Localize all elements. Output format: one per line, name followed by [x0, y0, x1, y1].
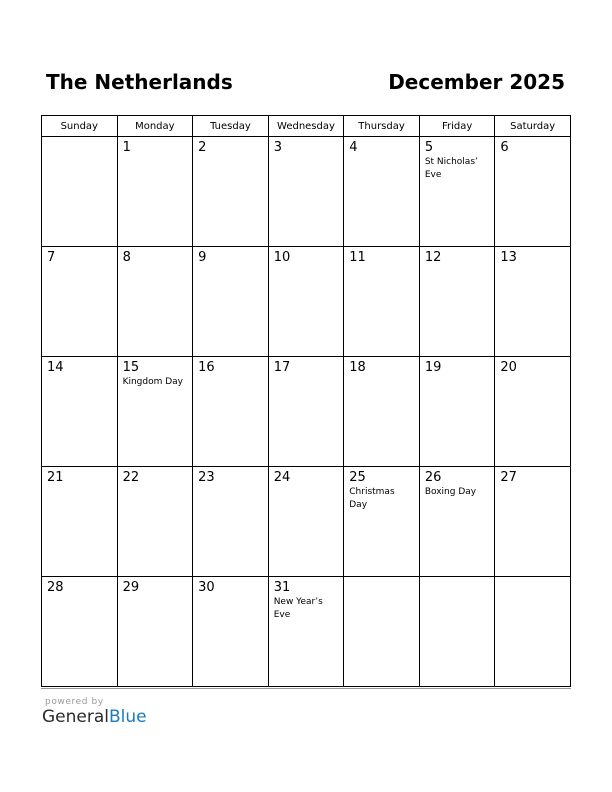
- day-cell: [344, 137, 420, 247]
- day-cell: [495, 137, 571, 247]
- footer-divider: [41, 688, 571, 689]
- day-cell: [268, 137, 344, 247]
- day-cell: [117, 247, 193, 357]
- day-cell: [193, 247, 269, 357]
- day-cell: [419, 357, 495, 467]
- day-number: 16: [198, 360, 215, 375]
- holiday-label: Kingdom Day: [122, 377, 184, 387]
- day-number: 10: [273, 250, 291, 265]
- day-number: 5: [424, 140, 434, 155]
- day-number: 28: [47, 580, 64, 595]
- day-cell: [495, 577, 571, 687]
- day-number: 18: [349, 360, 366, 375]
- day-cell: [419, 577, 495, 687]
- day-number: 2: [198, 140, 207, 155]
- day-cell: [193, 137, 269, 247]
- day-cell: [268, 247, 344, 357]
- day-number: 1: [122, 140, 131, 155]
- week-row: [42, 577, 571, 687]
- day-number: 12: [424, 250, 442, 265]
- day-cell: [344, 247, 420, 357]
- weekday-saturday: Saturday: [495, 116, 571, 137]
- day-cell: [42, 137, 118, 247]
- weekday-wednesday: Wednesday: [268, 116, 344, 137]
- day-number: 15: [122, 360, 140, 375]
- day-cell: [268, 577, 344, 687]
- weekday-friday: Friday: [419, 116, 495, 137]
- day-cell: [268, 467, 344, 577]
- day-cell: [344, 577, 420, 687]
- day-number: 20: [500, 360, 517, 375]
- day-cell: [344, 467, 420, 577]
- day-number: 31: [273, 580, 291, 595]
- day-cell: [193, 577, 269, 687]
- week-row: [42, 247, 571, 357]
- day-number: 24: [273, 470, 291, 485]
- day-number: 13: [500, 250, 517, 265]
- generalblue-logo: [42, 707, 147, 727]
- powered-by-text: powered by: [45, 697, 104, 707]
- day-cell: [419, 247, 495, 357]
- day-cell: [193, 357, 269, 467]
- day-number: 17: [273, 360, 291, 375]
- logo-general-text: General: [42, 707, 109, 727]
- day-cell: [495, 247, 571, 357]
- day-cell: [268, 357, 344, 467]
- week-row: [42, 137, 571, 247]
- day-cell: [42, 247, 118, 357]
- day-cell: [419, 467, 495, 577]
- day-number: 19: [424, 360, 442, 375]
- day-number: 6: [500, 140, 509, 155]
- day-cell: [419, 137, 495, 247]
- calendar-grid: [41, 115, 571, 687]
- day-cell: [42, 467, 118, 577]
- day-number: 8: [122, 250, 131, 265]
- logo-blue-text: Blue: [109, 707, 147, 727]
- holiday-label: Boxing Day: [424, 487, 477, 497]
- holiday-label: Christmas Day: [349, 487, 395, 510]
- day-number: 11: [349, 250, 366, 265]
- month-year-title: December 2025: [388, 70, 565, 94]
- weekday-monday: Monday: [117, 116, 193, 137]
- day-number: 7: [47, 250, 56, 265]
- day-cell: [344, 357, 420, 467]
- holiday-label: St Nicholas’ Eve: [424, 157, 478, 180]
- weekday-thursday: Thursday: [344, 116, 420, 137]
- day-number: 9: [198, 250, 207, 265]
- day-cell: [117, 577, 193, 687]
- day-number: 22: [122, 470, 140, 485]
- day-number: 3: [273, 140, 282, 155]
- week-row: [42, 357, 571, 467]
- day-cell: [495, 357, 571, 467]
- day-cell: [42, 357, 118, 467]
- day-number: 26: [424, 470, 442, 485]
- day-cell: [117, 137, 193, 247]
- week-row: [42, 467, 571, 577]
- day-number: 30: [198, 580, 215, 595]
- weekday-sunday: Sunday: [42, 116, 118, 137]
- day-cell: [42, 577, 118, 687]
- holiday-label: New Year’s Eve: [273, 597, 323, 620]
- day-number: 27: [500, 470, 517, 485]
- day-number: 23: [198, 470, 215, 485]
- day-cell: [117, 467, 193, 577]
- day-number: 25: [349, 470, 366, 485]
- day-cell: [193, 467, 269, 577]
- day-number: 4: [349, 140, 358, 155]
- day-number: 29: [122, 580, 140, 595]
- country-title: The Netherlands: [46, 70, 233, 94]
- weekday-tuesday: Tuesday: [193, 116, 269, 137]
- day-number: 21: [47, 470, 64, 485]
- day-number: 14: [47, 360, 64, 375]
- weekday-header-row: [42, 116, 571, 137]
- day-cell: [495, 467, 571, 577]
- day-cell: [117, 357, 193, 467]
